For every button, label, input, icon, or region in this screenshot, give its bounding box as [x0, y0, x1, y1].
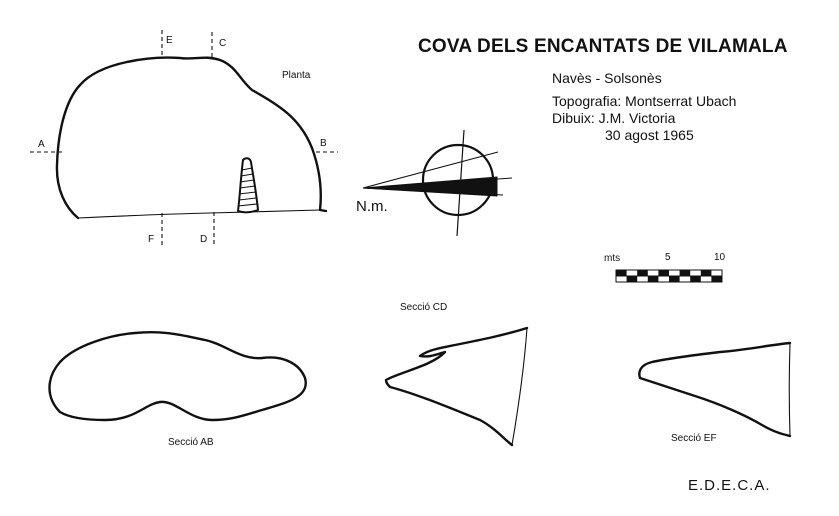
- section-ef-right-edge: [789, 343, 790, 436]
- scale-tick-5: 5: [665, 252, 671, 263]
- drawing-title: COVA DELS ENCANTATS DE VILAMALA: [418, 36, 788, 57]
- footer-credit: E.D.E.C.A.: [688, 477, 771, 494]
- section-ab-label: Secció AB: [168, 437, 214, 448]
- section-cd-label: Secció CD: [400, 302, 448, 313]
- section-cd-right-edge: [512, 328, 527, 445]
- section-cd-outline: [386, 328, 527, 445]
- plan-floor-line: [78, 210, 320, 218]
- marker-b: B: [320, 138, 327, 149]
- scale-tick-10: 10: [714, 252, 726, 263]
- topography-credit: Topografia: Montserrat Ubach: [552, 93, 737, 109]
- plan-outline: [57, 58, 326, 218]
- location-label: Navès - Solsonès: [552, 70, 662, 86]
- north-symbol: [363, 130, 512, 236]
- marker-c: C: [219, 38, 227, 49]
- section-ef-label: Secció EF: [671, 433, 717, 444]
- marker-f: F: [148, 234, 155, 245]
- section-ab-outline: [50, 332, 306, 420]
- marker-e: E: [166, 35, 173, 46]
- marker-d: D: [200, 234, 208, 245]
- north-label: N.m.: [356, 198, 388, 215]
- scale-bar: [616, 270, 722, 282]
- plan-label: Planta: [282, 70, 311, 81]
- section-ef-outline: [639, 343, 790, 436]
- survey-date: 30 agost 1965: [605, 127, 694, 143]
- drawing-credit: Dibuix: J.M. Victoria: [552, 110, 676, 126]
- marker-a: A: [38, 139, 45, 150]
- scale-unit-label: mts: [604, 253, 621, 264]
